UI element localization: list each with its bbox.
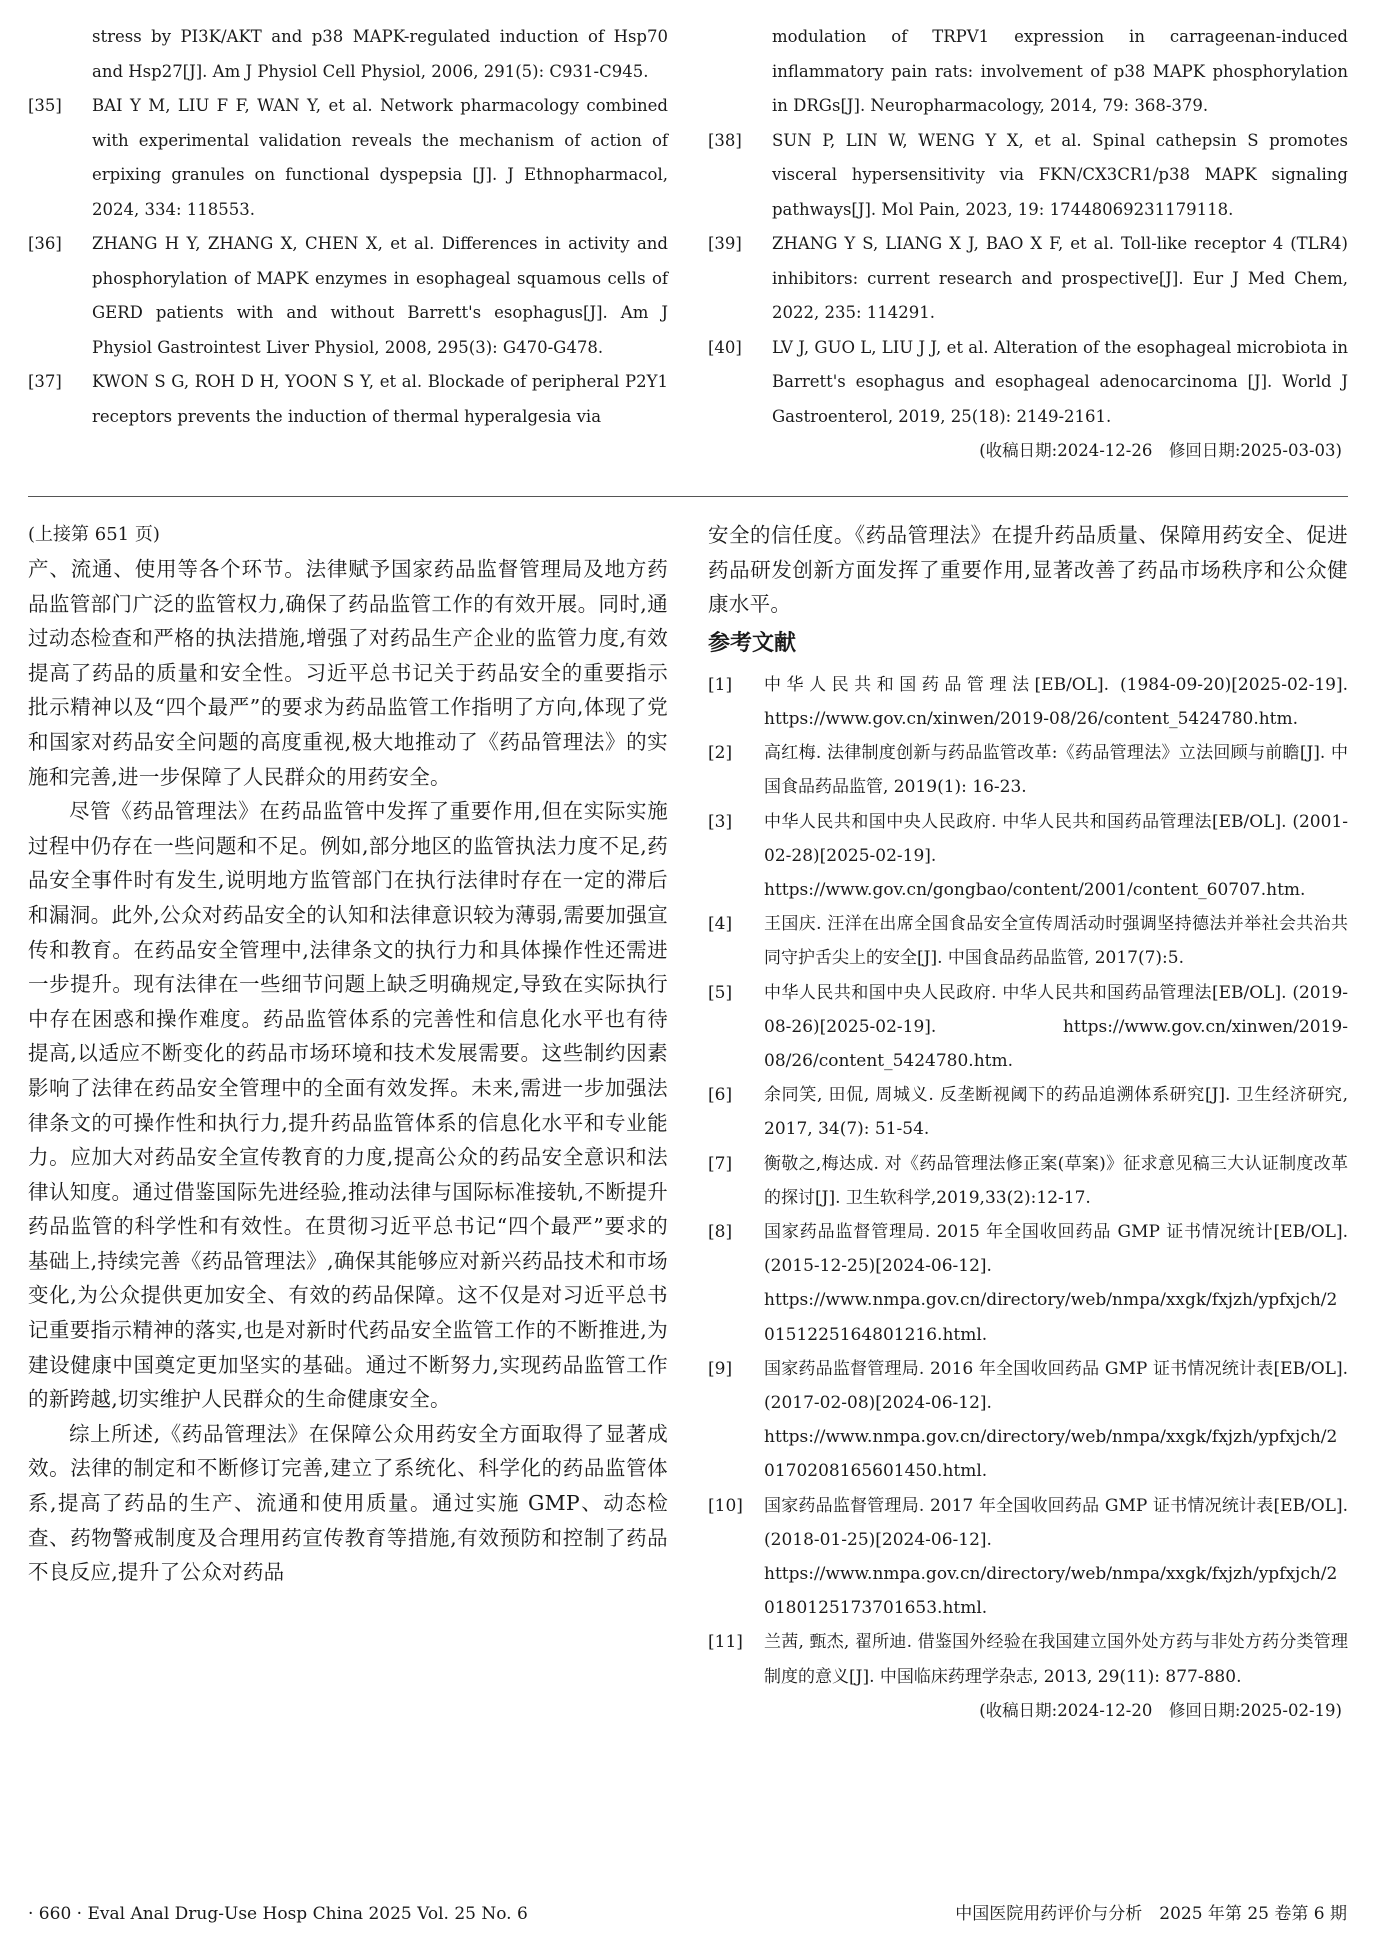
body-paragraph: 尽管《药品管理法》在药品监管中发挥了重要作用,但在实际实施过程中仍存在一些问题和不足。例如,部分地区的监管执法力度不足,药品安全事件时有发生,说明地方监管部门在执行法律时存在一定的滞后和漏洞。此外,公众对药品安全的认知和法律意识较为薄弱,需要加强宣传和教育。在药品安全管理中,法律条文的执行力和具体操作性还需进一步提升。现有法律在一些细节问题上缺乏明确规定,导致在实际执行中存在困惑和操作难度。药品监管体系的完善性和信息化水平也有待提高,以适应不断变化的药品市场环境和技术发展需要。这些制约因素影响了法律在药品安全管理中的全面有效发挥。未来,需进一步加强法律条文的可操作性和执行力,提升药品监管体系的信息化水平和专业能力。应加大对药品安全宣传教育的力度,提高公众的药品安全意识和法律认知度。通过借鉴国际先进经验,推动法律与国际标准接轨,不断提升药品监管的科学性和有效性。在贯彻习近平总书记“四个最严”要求的基础上,持续完善《药品管理法》,确保其能够应对新兴药品技术和市场变化,为公众提供更加安全、有效的药品保障。这不仅是对习近平总书记重要指示精神的落实,也是对新时代药品安全监管工作的不断推进,为建设健康中国奠定更加坚实的基础。通过不断努力,实现药品监管工作的新跨越,切实维护人民群众的生命健康安全。 xyxy=(28,799,668,1412)
reference-text: 中华人民共和国药品管理法[EB/OL]. (1984-09-20)[2025-02-19]. https://www.gov.cn/xinwen/2019-08/26/content_5424780.htm. xyxy=(764,674,1348,729)
reference-number: [2] xyxy=(708,743,733,764)
body-paragraph: 产、流通、使用等各个环节。法律赋予国家药品监督管理局及地方药品监管部门广泛的监管权力,确保了药品监管工作的有效开展。同时,通过动态检查和严格的执法措施,增强了对药品生产企业的监管力度,有效提高了药品的质量和安全性。习近平总书记关于药品安全的重要指示批示精神以及“四个最严”的要求为药品监管工作指明了方向,体现了党和国家对药品安全问题的高度重视,极大地推动了《药品管理法》的实施和完善,进一步保障了人民群众的用药安全。 xyxy=(28,557,668,789)
reference-text: modulation of TRPV1 expression in carrageenan-induced inflammatory pain rats: involvement of p38 MAPK phosphorylation in DRGs[J]. Neuropharmacology, 2014, 79: 368-379. xyxy=(772,27,1348,115)
reference-number: [3] xyxy=(708,811,733,832)
reference-text: stress by PI3K/AKT and p38 MAPK-regulated induction of Hsp70 and Hsp27[J]. Am J Physiol Cell Physiol, 2006, 291(5): C931-C945. xyxy=(92,27,668,81)
reference-number: [1] xyxy=(708,674,733,695)
reference-number: [7] xyxy=(708,1153,733,1174)
reference-11 xyxy=(708,1625,1348,1693)
footer-journal-chinese: 中国医院用药评价与分析 2025 年第 25 卷第 6 期 xyxy=(955,1904,1347,1924)
reference-10 xyxy=(708,1489,1348,1626)
reference-38 xyxy=(708,124,1348,228)
reference-number: [6] xyxy=(708,1085,733,1106)
reference-number: [9] xyxy=(708,1358,733,1379)
reference-text: ZHANG Y S, LIANG X J, BAO X F, et al. Toll-like receptor 4 (TLR4) inhibitors: current research and prospective[J]. Eur J Med Chem, 2022, 235: 114291. xyxy=(772,234,1348,322)
reference-5 xyxy=(708,976,1348,1079)
reference-text: 王国庆. 汪洋在出席全国食品安全宣传周活动时强调坚持德法并举社会共治共同守护舌尖上的安全[J]. 中国食品药品监管, 2017(7):5. xyxy=(764,914,1348,969)
reference-37 xyxy=(28,365,668,434)
reference-number: [11] xyxy=(708,1632,743,1653)
body-paragraph: 安全的信任度。《药品管理法》在提升药品质量、保障用药安全、促进药品研发创新方面发挥了重要作用,显著改善了药品市场秩序和公众健康水平。 xyxy=(708,523,1348,617)
reference-4 xyxy=(708,907,1348,975)
reference-37-continued xyxy=(708,20,1348,124)
reference-number: [40] xyxy=(708,337,742,357)
reference-9 xyxy=(708,1352,1348,1489)
reference-40 xyxy=(708,331,1348,435)
reference-text: 兰茜, 甄杰, 翟所迪. 借鉴国外经验在我国建立国外处方药与非处方药分类管理制度的意义[J]. 中国临床药理学杂志, 2013, 29(11): 877-880. xyxy=(764,1632,1348,1687)
reference-number: [10] xyxy=(708,1495,743,1516)
reference-number: [8] xyxy=(708,1222,733,1243)
received-date-top: (收稿日期:2024-12-26 修回日期:2025-03-03) xyxy=(979,441,1342,460)
reference-3 xyxy=(708,805,1348,908)
footer-journal-english: · 660 · Eval Anal Drug-Use Hosp China 2025 Vol. 25 No. 6 xyxy=(28,1904,528,1924)
reference-text: 国家药品监督管理局. 2016 年全国收回药品 GMP 证书情况统计表[EB/OL]. (2017-02-08)[2024-06-12]. https://www.nmpa.gov.cn/directory/web/nmpa/xxgk/fxjzh/ypfxjch/20170208165601450.html. xyxy=(764,1358,1348,1482)
reference-text: 中华人民共和国中央人民政府. 中华人民共和国药品管理法[EB/OL]. (2019-08-26)[2025-02-19]. https://www.gov.cn/xinwen/2019-08/26/content_5424780.htm. xyxy=(764,982,1348,1072)
reference-text: KWON S G, ROH D H, YOON S Y, et al. Blockade of peripheral P2Y1 receptors prevents the induction of thermal hyperalgesia via xyxy=(92,372,668,426)
reference-1 xyxy=(708,668,1348,736)
article-body-right xyxy=(708,518,1348,1728)
reference-6 xyxy=(708,1078,1348,1146)
reference-number: [39] xyxy=(708,234,742,253)
reference-8 xyxy=(708,1215,1348,1352)
reference-text: 中华人民共和国中央人民政府. 中华人民共和国药品管理法[EB/OL]. (2001-02-28)[2025-02-19]. https://www.gov.cn/gongbao/content/2001/content_60707.htm. xyxy=(764,811,1348,900)
body-paragraph: 综上所述,《药品管理法》在保障公众用药安全方面取得了显著成效。法律的制定和不断修订完善,建立了系统化、科学化的药品监管体系,提高了药品的生产、流通和使用质量。通过实施 GMP、动态检查、药物警戒制度及合理用药宣传教育等措施,有效预防和控制了药品不良反应,提升了公众对药品 xyxy=(28,1421,668,1585)
article-body-left xyxy=(28,518,668,1590)
reference-number: [38] xyxy=(708,130,742,150)
reference-text: 余同笑, 田侃, 周城义. 反垄断视阈下的药品追溯体系研究[J]. 卫生经济研究, 2017, 34(7): 51-54. xyxy=(764,1085,1348,1140)
reference-text: 国家药品监督管理局. 2015 年全国收回药品 GMP 证书情况统计[EB/OL]. (2015-12-25)[2024-06-12]. https://www.nmpa.gov.cn/directory/web/nmpa/xxgk/fxjzh/ypfxjch/20151225164801216.html. xyxy=(764,1222,1348,1345)
reference-number: [5] xyxy=(708,982,733,1003)
reference-34-continued xyxy=(28,20,668,89)
references-heading: 参考文献 xyxy=(708,630,797,656)
continued-from-note: (上接第 651 页) xyxy=(28,524,160,545)
reference-text: 国家药品监督管理局. 2017 年全国收回药品 GMP 证书情况统计表[EB/OL]. (2018-01-25)[2024-06-12]. https://www.nmpa.gov.cn/directory/web/nmpa/xxgk/fxjzh/ypfxjch/20180125173701653.html. xyxy=(764,1495,1348,1619)
top-left-references xyxy=(28,20,668,434)
reference-text: 高红梅. 法律制度创新与药品监管改革:《药品管理法》立法回顾与前瞻[J]. 中国食品药品监管, 2019(1): 16-23. xyxy=(764,743,1348,798)
reference-36 xyxy=(28,227,668,365)
reference-number: [36] xyxy=(28,234,62,253)
reference-text: ZHANG H Y, ZHANG X, CHEN X, et al. Differences in activity and phosphorylation of MAPK enzymes in esophageal squamous cells of GERD patients with and without Barrett's esophagus[J]. Am J Physiol Gastrointest Liver Physiol, 2008, 295(3): G470-G478. xyxy=(92,234,668,357)
reference-7 xyxy=(708,1147,1348,1215)
reference-text: SUN P, LIN W, WENG Y X, et al. Spinal cathepsin S promotes visceral hypersensitivity via FKN/CX3CR1/p38 MAPK signaling pathways[J]. Mol Pain, 2023, 19: 17448069231179118. xyxy=(772,130,1348,219)
reference-39 xyxy=(708,227,1348,331)
reference-35 xyxy=(28,89,668,227)
reference-text: LV J, GUO L, LIU J J, et al. Alteration of the esophageal microbiota in Barrett's esophagus and esophageal adenocarcinoma [J]. World J Gastroenterol, 2019, 25(18): 2149-2161. xyxy=(772,337,1348,426)
section-divider xyxy=(28,496,1348,497)
reference-number: [4] xyxy=(708,914,733,935)
reference-text: BAI Y M, LIU F F, WAN Y, et al. Network pharmacology combined with experimental validation reveals the mechanism of action of erpixing granules on functional dyspepsia [J]. J Ethnopharmacol, 2024, 334: 118553. xyxy=(92,96,668,219)
reference-2 xyxy=(708,736,1348,804)
top-right-references xyxy=(708,20,1348,469)
reference-number: [37] xyxy=(28,372,62,391)
received-date-bottom: (收稿日期:2024-12-20 修回日期:2025-02-19) xyxy=(979,1700,1342,1720)
reference-number: [35] xyxy=(28,96,62,115)
reference-text: 衡敬之,梅达成. 对《药品管理法修正案(草案)》征求意见稿三大认证制度改革的探讨[J]. 卫生软科学,2019,33(2):12-17. xyxy=(764,1153,1348,1208)
